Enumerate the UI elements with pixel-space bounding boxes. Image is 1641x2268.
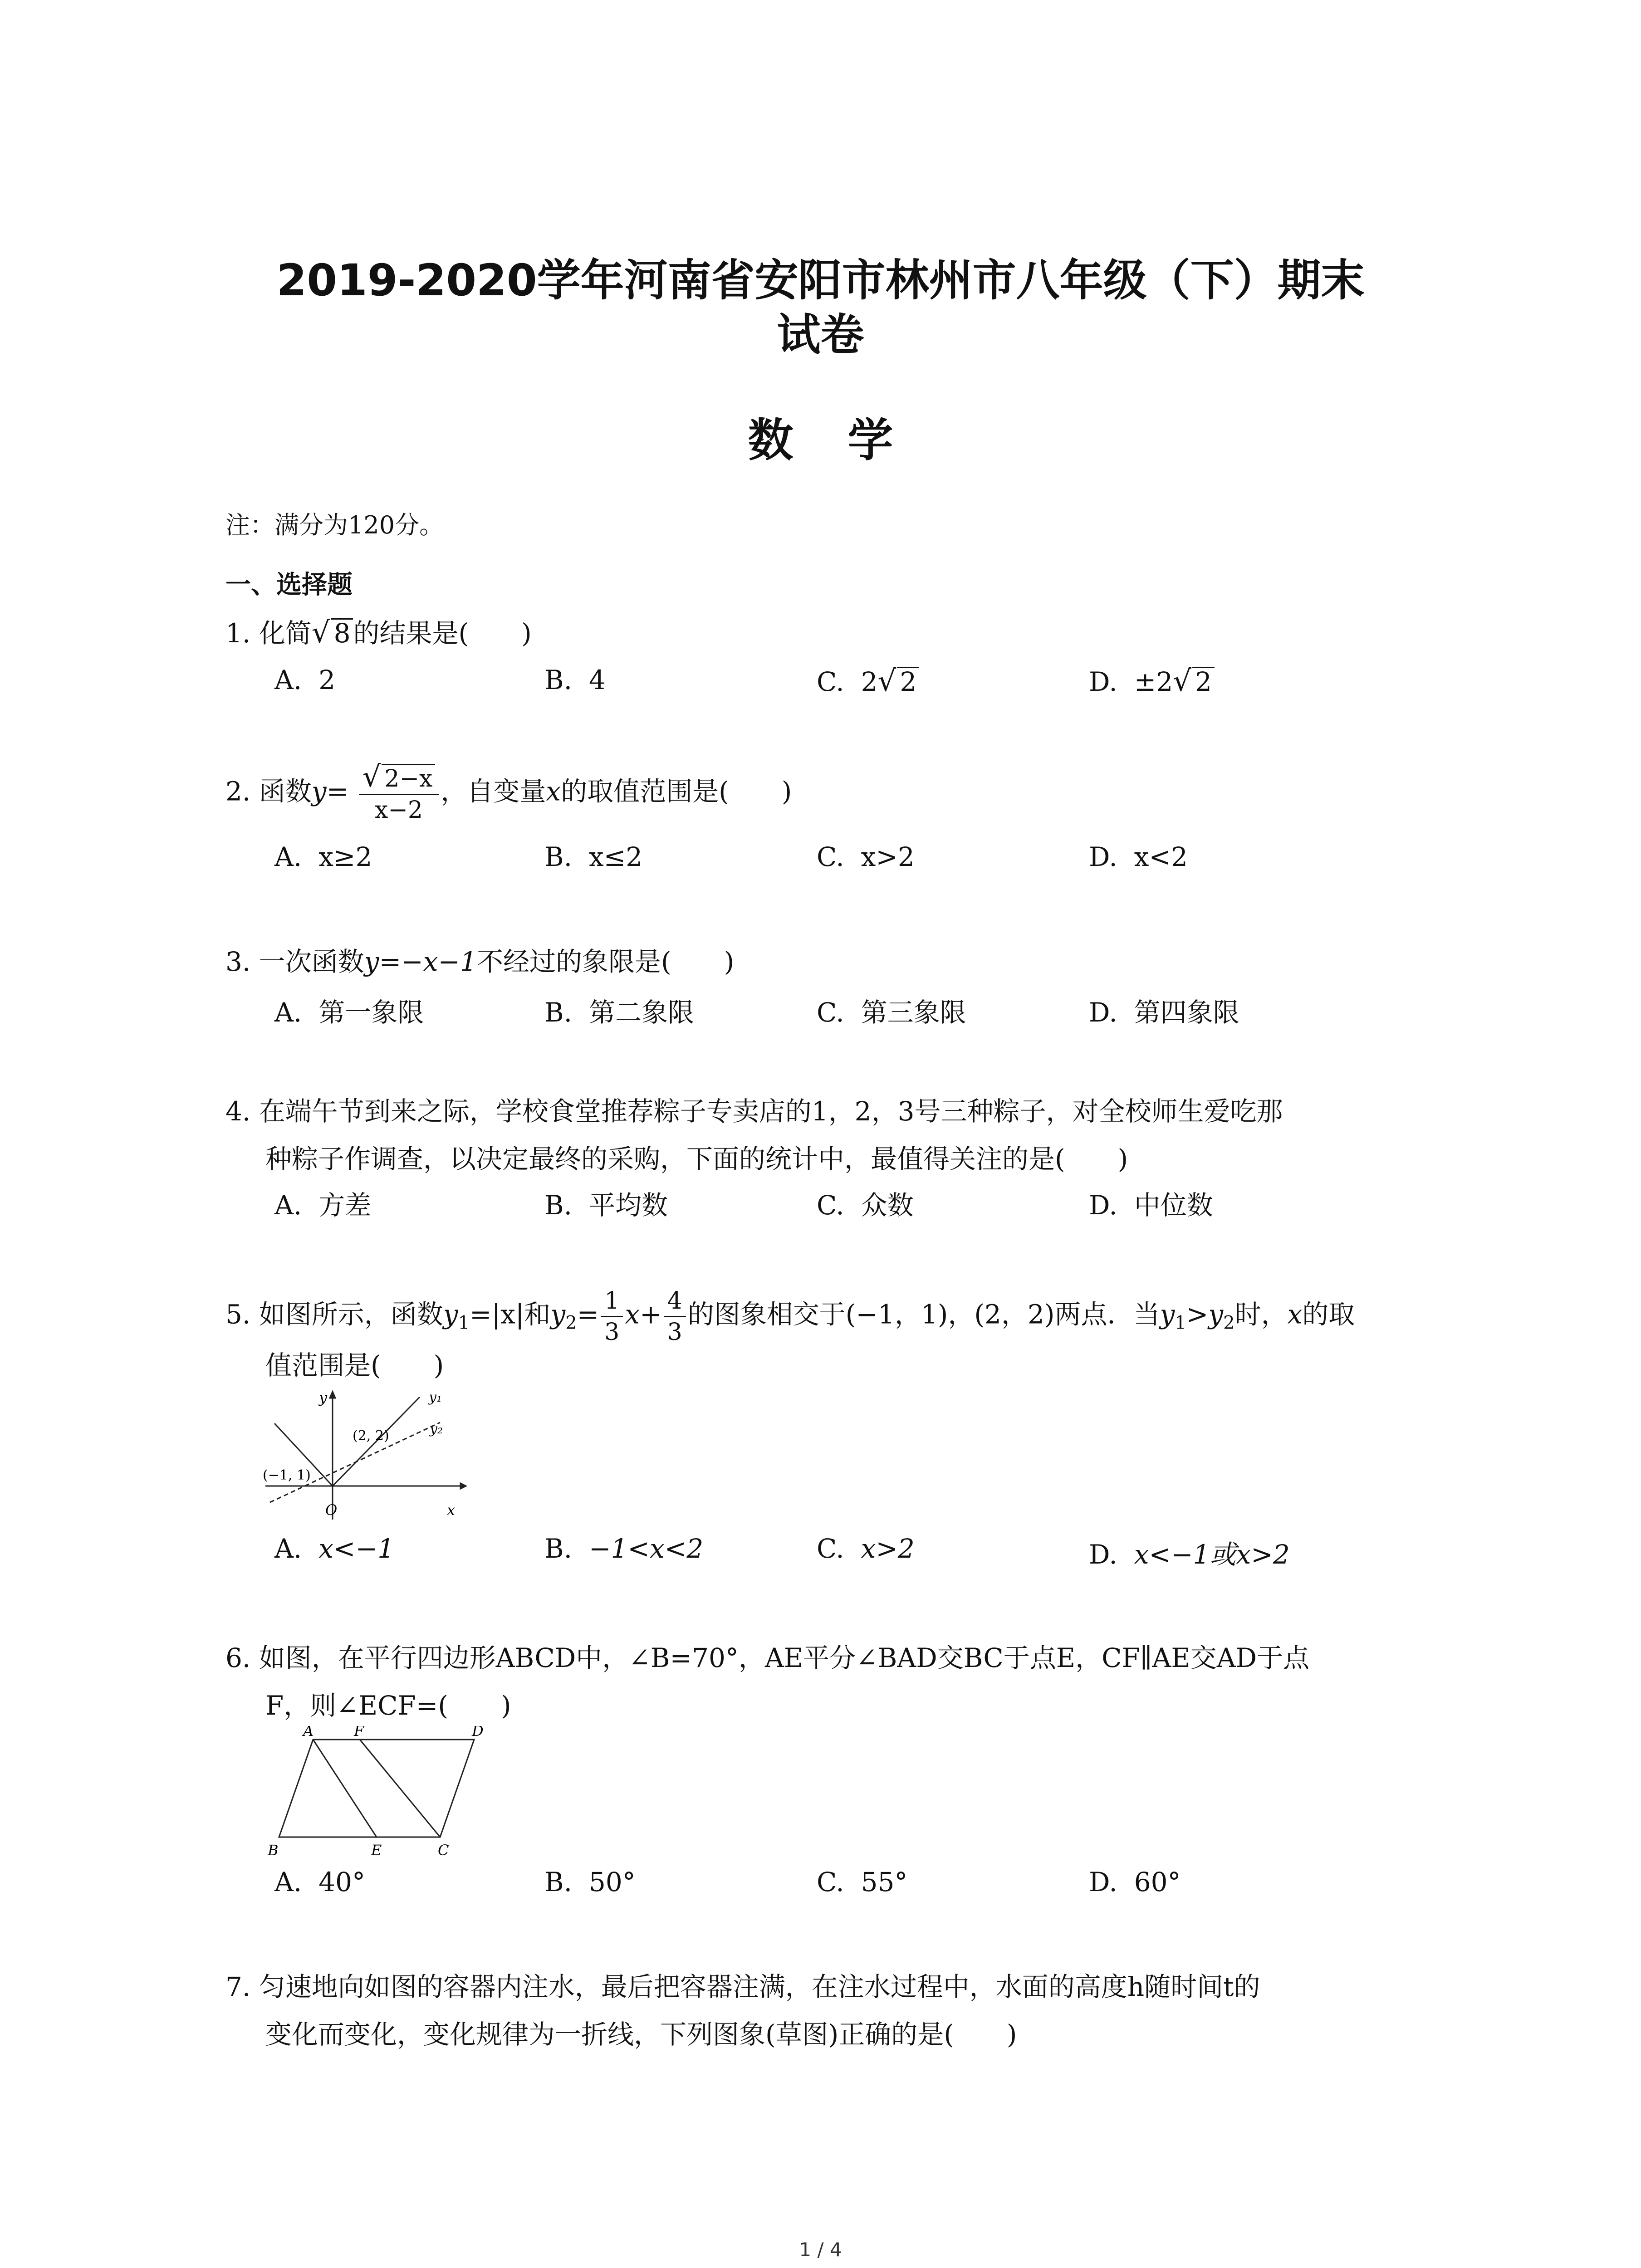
question-6-line-2: F，则∠ECF=( ) (265, 1690, 511, 1721)
option-d: D. 第四象限 (1089, 997, 1239, 1028)
score-note: 注：满分为120分。 (225, 511, 444, 539)
function-graph-figure (261, 1383, 479, 1524)
question-text: 化简 (259, 618, 312, 649)
option-b: B. x≤2 (544, 841, 643, 872)
option-b: B. 4 (544, 665, 606, 695)
vertex-label-f: F (354, 1726, 364, 1740)
option-d: D. x<−1或x>2 (1089, 1539, 1290, 1570)
fraction: $\frac{√ 2-x}{x-2}$ (359, 762, 439, 825)
question-3: 3. 一次函数y=−x−1不经过的象限是( ) (225, 946, 735, 977)
radicand: 8 (331, 618, 353, 647)
question-5: 5. 如图所示，函数$y_1=|x|$和$y_2=$ $\frac{1}{3}$ x+ $\frac{4}{3}$ 的图象相交于(−1，1)，(2，2)两点．当$y_1>y_2$时，x的取 (225, 1286, 1355, 1347)
axis-label-x: x (447, 1501, 456, 1519)
curve-label-y1: y₁ (429, 1389, 442, 1405)
vertex-label-e: E (371, 1842, 382, 1859)
question-text-tail: 的结果是( ) (353, 618, 532, 649)
question-number: 3. (225, 946, 251, 977)
vertex-label-c: C (438, 1842, 449, 1859)
option-a: A. x<−1 (274, 1533, 395, 1564)
question-4: 4. 在端午节到来之际，学校食堂推荐粽子专卖店的1，2，3号三种粽子，对全校师生爱吃那 (225, 1096, 1283, 1127)
option-c: C. 众数 (817, 1190, 914, 1221)
axis-label-y: y (319, 1389, 328, 1406)
option-b: B. −1<x<2 (544, 1533, 704, 1564)
option-c: C. x>2 (817, 1533, 915, 1564)
option-d: D. 60° (1089, 1867, 1181, 1897)
title-line-2: 试卷 (777, 309, 864, 360)
option-a: A. 第一象限 (274, 997, 424, 1028)
parallelogram-figure (263, 1726, 499, 1862)
curve-label-y2: y₂ (430, 1421, 443, 1437)
option-a: A. 方差 (274, 1190, 372, 1221)
vertex-label-b: B (268, 1842, 279, 1859)
option-d: D. ±2√ 2 (1089, 665, 1215, 698)
question-6: 6. 如图，在平行四边形ABCD中，∠B=70°，AE平分∠BAD交BC于点E，CF∥AE交AD于点 (225, 1642, 1310, 1673)
option-a: A. 2 (274, 665, 336, 695)
point-label-neg1-1: (−1, 1) (263, 1467, 311, 1483)
option-b: B. 第二象限 (544, 997, 694, 1028)
question-number: 5. (225, 1299, 251, 1330)
question-7-line-2: 变化而变化，变化规律为一折线，下列图象(草图)正确的是( ) (265, 2019, 1017, 2050)
option-a: A. 40° (274, 1867, 366, 1897)
point-label-2-2: (2, 2) (353, 1428, 389, 1444)
option-c: C. 55° (817, 1867, 908, 1897)
origin-label: O (325, 1501, 338, 1519)
question-2: 2. 函数y= $\frac{√ 2-x}{x-2}$ ，自变量x的取值范围是( ) (225, 762, 792, 825)
option-b: B. 平均数 (544, 1190, 668, 1221)
question-number: 2. (225, 776, 251, 807)
page-number: 1 / 4 (799, 2239, 842, 2261)
option-c: C. x>2 (817, 841, 915, 872)
question-7: 7. 匀速地向如图的容器内注水，最后把容器注满，在注水过程中，水面的高度h随时间t的 (225, 1971, 1260, 2002)
option-d: D. x<2 (1089, 841, 1188, 872)
question-1: 1. 化简√ 8 的结果是( ) (225, 616, 532, 650)
question-5-line-2: 值范围是( ) (265, 1350, 444, 1381)
question-number: 7. (225, 1971, 251, 2002)
title-line-1: 2019-2020学年河南省安阳市林州市八年级（下）期末 (276, 255, 1365, 306)
question-number: 6. (225, 1642, 251, 1673)
question-number: 1. (225, 618, 251, 649)
subject-heading: 数学 (748, 414, 948, 467)
vertex-label-d: D (472, 1726, 484, 1740)
section-heading: 一、选择题 (225, 570, 353, 600)
question-number: 4. (225, 1096, 251, 1127)
option-c: C. 第三象限 (817, 997, 966, 1028)
option-b: B. 50° (544, 1867, 636, 1897)
question-4-line-2: 种粽子作调查，以决定最终的采购，下面的统计中，最值得关注的是( ) (265, 1144, 1128, 1174)
option-d: D. 中位数 (1089, 1190, 1213, 1221)
option-c: C. 2√ 2 (817, 665, 919, 698)
option-a: A. x≥2 (274, 841, 372, 872)
vertex-label-a: A (303, 1726, 314, 1740)
